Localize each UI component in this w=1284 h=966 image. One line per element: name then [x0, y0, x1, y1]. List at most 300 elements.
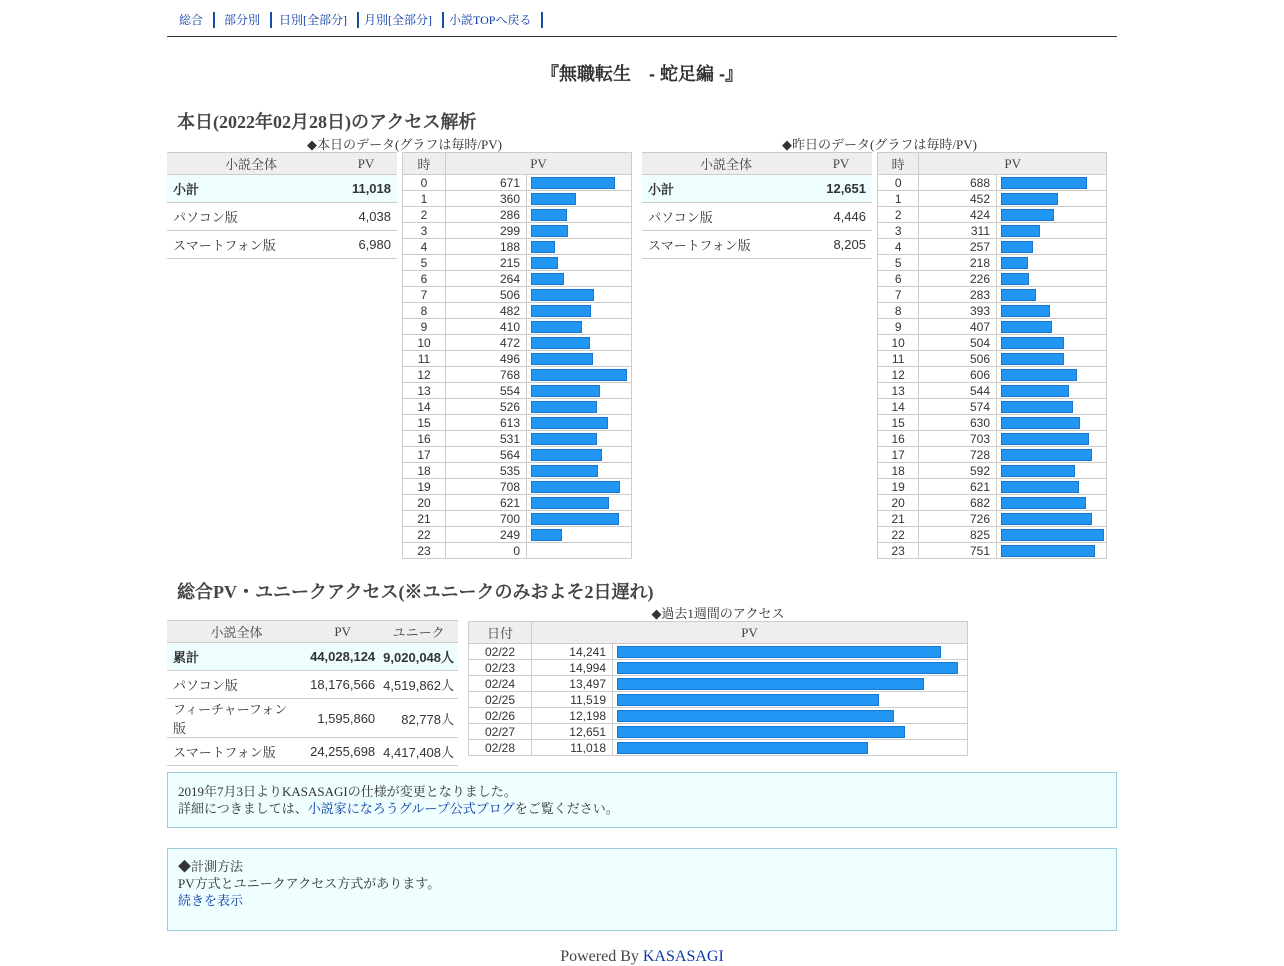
pv-value: 768: [446, 367, 527, 383]
hour-cell: 17: [403, 447, 446, 463]
pv-value: 257: [919, 239, 997, 255]
hour-cell: 6: [878, 271, 919, 287]
table-row: [878, 543, 1107, 559]
table-row: [403, 175, 632, 191]
bar-cell: [527, 495, 632, 511]
pv-value: 188: [446, 239, 527, 255]
pv-bar: [617, 694, 879, 706]
pv-value: 311: [919, 223, 997, 239]
pv-value: 215: [446, 255, 527, 271]
show-more-link[interactable]: 続きを表示: [178, 893, 244, 908]
table-row: [878, 367, 1107, 383]
pv-value: 299: [446, 223, 527, 239]
bar-cell: [527, 511, 632, 527]
table-row: [878, 207, 1107, 223]
hour-cell: 2: [403, 207, 446, 223]
pv-bar: [1001, 369, 1077, 381]
table-row: [642, 203, 872, 231]
table-row: [403, 495, 632, 511]
bar-cell: [613, 660, 968, 676]
bar-cell: [527, 319, 632, 335]
date-cell: 02/22: [469, 644, 532, 660]
bar-cell: [527, 255, 632, 271]
date-cell: 02/27: [469, 724, 532, 740]
bar-cell: [997, 511, 1107, 527]
table-row: [642, 175, 872, 203]
table-row: [403, 239, 632, 255]
table-row: [403, 223, 632, 239]
table-row: [403, 527, 632, 543]
table-row: [878, 191, 1107, 207]
pv-value: 700: [446, 511, 527, 527]
table-row: [878, 431, 1107, 447]
table-row: [878, 495, 1107, 511]
bar-cell: [527, 335, 632, 351]
table-row: [878, 463, 1107, 479]
bar-cell: [997, 351, 1107, 367]
row-label: 累計: [167, 643, 306, 671]
bar-cell: [613, 676, 968, 692]
hour-cell: 6: [403, 271, 446, 287]
pv-value: 688: [919, 175, 997, 191]
pv-value: 613: [446, 415, 527, 431]
method-text: PV方式とユニークアクセス方式があります。: [178, 876, 441, 891]
hour-cell: 18: [878, 463, 919, 479]
table-row: [878, 335, 1107, 351]
hour-cell: 3: [403, 223, 446, 239]
pv-value: 630: [919, 415, 997, 431]
hour-cell: 1: [403, 191, 446, 207]
pv-bar: [531, 513, 619, 525]
table-row: [167, 203, 397, 231]
pv-bar: [531, 369, 627, 381]
total-summary-table: [167, 620, 458, 766]
pv-value: 621: [446, 495, 527, 511]
pv-bar: [617, 662, 958, 674]
pv-value: 671: [446, 175, 527, 191]
method-notice: [167, 848, 1117, 931]
table-row: [469, 676, 968, 692]
nav-daily[interactable]: 日別[全部分]: [267, 12, 359, 28]
bar-cell: [997, 399, 1107, 415]
pv-bar: [1001, 337, 1064, 349]
pv-value: 621: [919, 479, 997, 495]
notice-line1: 2019年7月3日よりKASASAGIの仕様が変更となりました。: [178, 784, 517, 799]
bar-cell: [997, 415, 1107, 431]
hour-cell: 16: [878, 431, 919, 447]
hour-cell: 11: [878, 351, 919, 367]
footer: [167, 948, 1117, 966]
pv-value: 564: [446, 447, 527, 463]
bar-cell: [527, 351, 632, 367]
hour-cell: 5: [403, 255, 446, 271]
pv-bar: [531, 305, 591, 317]
table-row: [403, 511, 632, 527]
pv-value: 482: [446, 303, 527, 319]
bar-cell: [997, 303, 1107, 319]
pv-bar: [617, 710, 894, 722]
hour-cell: 2: [878, 207, 919, 223]
notice-line2: [178, 800, 1106, 817]
hour-cell: 20: [878, 495, 919, 511]
today-summary-table: [167, 152, 397, 259]
bar-cell: [527, 479, 632, 495]
table-row: [403, 463, 632, 479]
table-row: [403, 415, 632, 431]
hour-cell: 19: [403, 479, 446, 495]
table-row: [878, 271, 1107, 287]
pv-value: 393: [919, 303, 997, 319]
pv-bar: [1001, 529, 1104, 541]
bar-cell: [613, 708, 968, 724]
bar-cell: [527, 239, 632, 255]
pv-value: 554: [446, 383, 527, 399]
pv-bar: [1001, 209, 1054, 221]
pv-bar: [531, 465, 598, 477]
pv-bar: [531, 401, 597, 413]
pv-value: 218: [919, 255, 997, 271]
row-value: 4,446: [810, 203, 872, 231]
hour-cell: 9: [878, 319, 919, 335]
pv-bar: [1001, 401, 1073, 413]
spec-change-notice: [167, 772, 1117, 828]
table-row: [403, 543, 632, 559]
hour-cell: 23: [403, 543, 446, 559]
col-hour: 時: [878, 153, 919, 175]
bar-cell: [527, 271, 632, 287]
table-row: [878, 223, 1107, 239]
table-row: [878, 415, 1107, 431]
pv-bar: [1001, 273, 1029, 285]
hour-cell: 8: [403, 303, 446, 319]
hour-cell: 11: [403, 351, 446, 367]
hour-cell: 8: [878, 303, 919, 319]
pv-value: 249: [446, 527, 527, 543]
pv-value: 0: [446, 543, 527, 559]
official-blog-link[interactable]: 小説家になろうグループ公式ブログ: [307, 801, 515, 816]
pv-bar: [617, 678, 924, 690]
bar-cell: [527, 399, 632, 415]
row-label: 小計: [642, 175, 810, 203]
pv-bar: [531, 209, 567, 221]
hour-cell: 17: [878, 447, 919, 463]
table-row: [167, 738, 458, 766]
table-row: [878, 351, 1107, 367]
table-row: [878, 383, 1107, 399]
pv-bar: [531, 481, 620, 493]
hour-cell: 7: [878, 287, 919, 303]
row-value: 11,018: [335, 175, 397, 203]
row-label: パソコン版: [642, 203, 810, 231]
row-label: パソコン版: [167, 203, 335, 231]
hour-cell: 5: [878, 255, 919, 271]
table-row: [403, 399, 632, 415]
bar-cell: [527, 367, 632, 383]
pv-value: 526: [446, 399, 527, 415]
method-heading: ◆計測方法: [178, 859, 244, 874]
bar-cell: [527, 383, 632, 399]
pv-value: 407: [919, 319, 997, 335]
pv-value: 12,651: [532, 724, 613, 740]
yesterday-summary-table: [642, 152, 872, 259]
pv-value: 360: [446, 191, 527, 207]
pv-value: 11,018: [532, 740, 613, 756]
pv-bar: [531, 337, 590, 349]
hour-cell: 1: [878, 191, 919, 207]
pv-bar: [617, 646, 941, 658]
table-row: [403, 351, 632, 367]
pv-bar: [1001, 513, 1092, 525]
pv-bar: [531, 433, 597, 445]
col-pv: PV: [810, 153, 872, 175]
bar-cell: [997, 287, 1107, 303]
hour-cell: 3: [878, 223, 919, 239]
pv-bar: [1001, 481, 1079, 493]
bar-cell: [527, 527, 632, 543]
row-unique: 4,417,408人: [379, 738, 458, 766]
row-value: 4,038: [335, 203, 397, 231]
pv-value: 682: [919, 495, 997, 511]
pv-value: 574: [919, 399, 997, 415]
table-row: [403, 335, 632, 351]
bar-cell: [997, 543, 1107, 559]
bar-cell: [997, 319, 1107, 335]
pv-value: 12,198: [532, 708, 613, 724]
table-row: [167, 175, 397, 203]
hour-cell: 7: [403, 287, 446, 303]
table-row: [167, 643, 458, 671]
table-row: [878, 303, 1107, 319]
pv-value: 410: [446, 319, 527, 335]
bar-cell: [527, 207, 632, 223]
pv-value: 606: [919, 367, 997, 383]
hour-cell: 0: [878, 175, 919, 191]
table-row: [403, 319, 632, 335]
pv-value: 592: [919, 463, 997, 479]
bar-cell: [527, 175, 632, 191]
table-row: [403, 255, 632, 271]
table-row: [878, 511, 1107, 527]
hour-cell: 18: [403, 463, 446, 479]
pv-bar: [617, 726, 905, 738]
row-pv: 44,028,124: [306, 643, 379, 671]
footer-text: Powered By: [560, 948, 643, 965]
bar-cell: [997, 479, 1107, 495]
row-pv: 1,595,860: [306, 699, 379, 738]
hour-cell: 10: [878, 335, 919, 351]
bar-cell: [613, 692, 968, 708]
pv-value: 14,994: [532, 660, 613, 676]
row-label: スマートフォン版: [167, 738, 306, 766]
table-row: [403, 271, 632, 287]
pv-bar: [531, 529, 562, 541]
hour-cell: 13: [878, 383, 919, 399]
col-novel: 小説全体: [167, 153, 335, 175]
bar-cell: [527, 431, 632, 447]
row-label: スマートフォン版: [167, 231, 335, 259]
pv-value: 506: [919, 351, 997, 367]
hour-cell: 4: [403, 239, 446, 255]
hour-cell: 12: [878, 367, 919, 383]
row-label: フィーチャーフォン版: [167, 699, 306, 738]
pv-bar: [1001, 497, 1086, 509]
table-row: [403, 207, 632, 223]
table-row: [403, 479, 632, 495]
bar-cell: [527, 191, 632, 207]
table-row: [403, 287, 632, 303]
pv-bar: [531, 417, 608, 429]
hour-cell: 14: [403, 399, 446, 415]
nav-novel-top[interactable]: 小説TOPへ戻る: [437, 12, 543, 28]
pv-bar: [531, 449, 602, 461]
hour-cell: 16: [403, 431, 446, 447]
pv-bar: [531, 497, 609, 509]
col-pv: PV: [335, 153, 397, 175]
row-unique: 9,020,048人: [379, 643, 458, 671]
hour-cell: 22: [878, 527, 919, 543]
yesterday-caption: ◆昨日のデータ(グラフは毎時/PV): [782, 137, 977, 152]
total-heading: 総合PV・ユニークアクセス(※ユニークのみおよそ2日遅れ): [177, 582, 654, 602]
row-value: 6,980: [335, 231, 397, 259]
pv-bar: [1001, 305, 1050, 317]
bar-cell: [997, 383, 1107, 399]
bar-cell: [527, 287, 632, 303]
bar-cell: [997, 463, 1107, 479]
hour-cell: 15: [403, 415, 446, 431]
table-row: [642, 231, 872, 259]
pv-bar: [531, 321, 582, 333]
pv-bar: [1001, 257, 1028, 269]
bar-cell: [997, 223, 1107, 239]
pv-bar: [531, 225, 568, 237]
hour-cell: 10: [403, 335, 446, 351]
col-hour: 時: [403, 153, 446, 175]
pv-bar: [531, 241, 555, 253]
table-row: [469, 692, 968, 708]
pv-bar: [1001, 241, 1033, 253]
pv-value: 544: [919, 383, 997, 399]
pv-bar: [531, 385, 600, 397]
table-row: [167, 671, 458, 699]
pv-value: 226: [919, 271, 997, 287]
row-label: 小計: [167, 175, 335, 203]
table-row: [878, 399, 1107, 415]
table-row: [878, 319, 1107, 335]
pv-value: 472: [446, 335, 527, 351]
pv-value: 703: [919, 431, 997, 447]
bar-cell: [997, 367, 1107, 383]
col-pv: PV: [306, 621, 379, 643]
hour-cell: 20: [403, 495, 446, 511]
pv-value: 452: [919, 191, 997, 207]
kasasagi-link[interactable]: KASASAGI: [642, 948, 724, 965]
today-heading: 本日(2022年02月28日)のアクセス解析: [177, 112, 477, 132]
hour-cell: 12: [403, 367, 446, 383]
pv-bar: [531, 273, 564, 285]
bar-cell: [527, 463, 632, 479]
row-pv: 18,176,566: [306, 671, 379, 699]
page-title: 『無職転生 - 蛇足編 -』: [541, 64, 743, 84]
notice-text: をご覧ください。: [514, 801, 619, 816]
bar-cell: [997, 191, 1107, 207]
pv-value: 13,497: [532, 676, 613, 692]
pv-value: 728: [919, 447, 997, 463]
nav-by-part[interactable]: 部分別: [212, 12, 272, 28]
bar-cell: [613, 644, 968, 660]
bar-cell: [997, 239, 1107, 255]
table-row: [878, 255, 1107, 271]
yesterday-hourly-table: [877, 152, 1107, 559]
table-row: [167, 699, 458, 738]
hour-cell: 23: [878, 543, 919, 559]
nav-overall[interactable]: 総合: [167, 12, 215, 28]
row-unique: 82,778人: [379, 699, 458, 738]
bar-cell: [997, 495, 1107, 511]
bar-cell: [997, 271, 1107, 287]
hour-cell: 9: [403, 319, 446, 335]
pv-value: 751: [919, 543, 997, 559]
pv-bar: [531, 193, 576, 205]
pv-bar: [1001, 225, 1040, 237]
pv-value: 283: [919, 287, 997, 303]
row-value: 12,651: [810, 175, 872, 203]
date-cell: 02/24: [469, 676, 532, 692]
col-date: 日付: [469, 622, 532, 644]
table-row: [469, 644, 968, 660]
pv-bar: [1001, 193, 1058, 205]
row-label: パソコン版: [167, 671, 306, 699]
bar-cell: [527, 447, 632, 463]
pv-value: 708: [446, 479, 527, 495]
pv-bar: [531, 289, 594, 301]
hour-cell: 4: [878, 239, 919, 255]
bar-cell: [997, 527, 1107, 543]
bar-cell: [997, 431, 1107, 447]
hour-cell: 22: [403, 527, 446, 543]
pv-bar: [531, 177, 615, 189]
hour-cell: 14: [878, 399, 919, 415]
row-label: スマートフォン版: [642, 231, 810, 259]
col-pv: PV: [532, 622, 968, 644]
table-row: [878, 527, 1107, 543]
date-cell: 02/25: [469, 692, 532, 708]
bar-cell: [527, 223, 632, 239]
date-cell: 02/26: [469, 708, 532, 724]
table-row: [469, 708, 968, 724]
bar-cell: [613, 724, 968, 740]
pv-bar: [1001, 417, 1080, 429]
bar-cell: [527, 415, 632, 431]
col-pv: PV: [446, 153, 632, 175]
table-row: [878, 447, 1107, 463]
table-row: [403, 191, 632, 207]
pv-bar: [1001, 545, 1095, 557]
date-cell: 02/23: [469, 660, 532, 676]
date-cell: 02/28: [469, 740, 532, 756]
nav-monthly[interactable]: 月別[全部分]: [352, 12, 444, 28]
table-row: [878, 287, 1107, 303]
pv-bar: [1001, 321, 1052, 333]
pv-value: 11,519: [532, 692, 613, 708]
bar-cell: [527, 303, 632, 319]
today-hourly-table: [402, 152, 632, 559]
table-row: [403, 431, 632, 447]
pv-bar: [1001, 353, 1064, 365]
pv-bar: [1001, 289, 1036, 301]
pv-value: 286: [446, 207, 527, 223]
pv-bar: [531, 353, 593, 365]
pv-value: 506: [446, 287, 527, 303]
